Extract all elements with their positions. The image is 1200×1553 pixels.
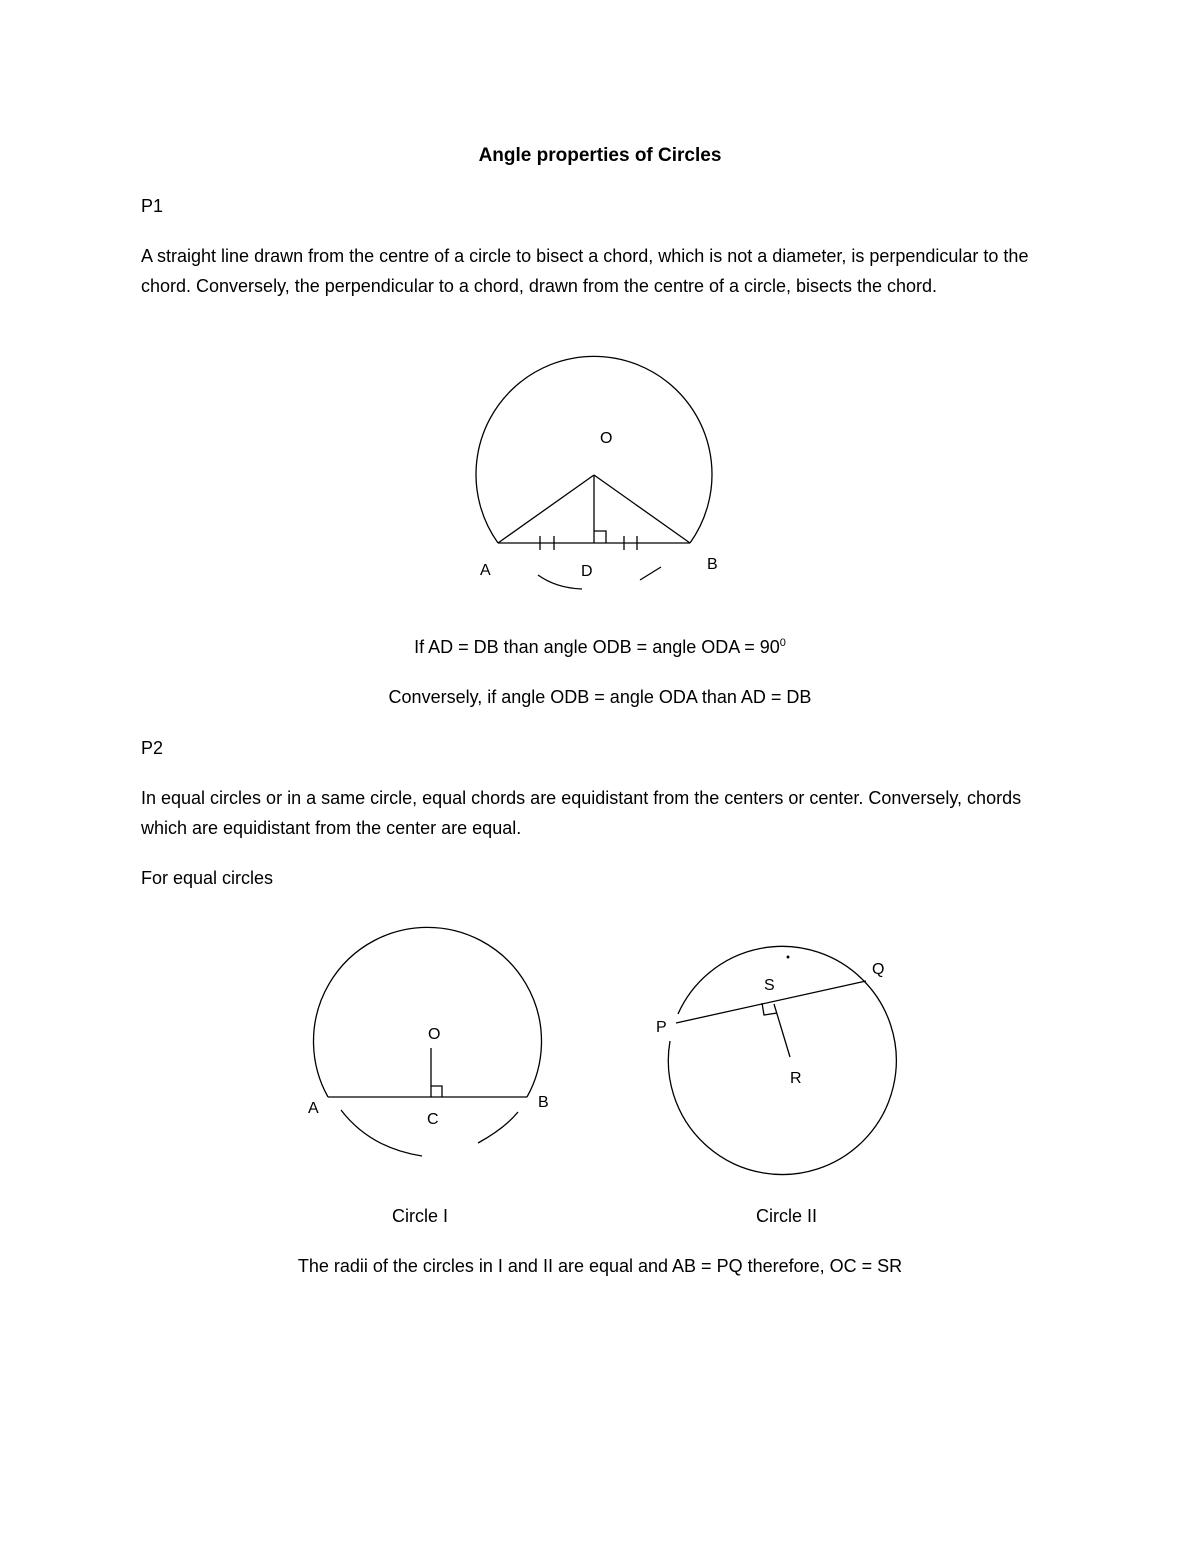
label-o: O — [428, 1026, 441, 1043]
label-s: S — [764, 977, 775, 994]
label-r: R — [790, 1070, 802, 1087]
label-a: A — [480, 562, 491, 579]
circle-one-arc — [314, 927, 542, 1097]
degree-superscript: 0 — [779, 637, 786, 649]
p1-heading: P1 — [141, 196, 164, 216]
label-d: D — [581, 563, 593, 580]
perpendicular-sr — [774, 1004, 790, 1057]
right-angle-mark — [431, 1086, 442, 1097]
p1-diagram — [476, 356, 712, 589]
page-title: Angle properties of Circles — [478, 145, 722, 166]
label-o: O — [600, 430, 613, 447]
p2-conclusion: The radii of the circles in I and II are equal and AB = PQ therefore, OC = SR — [297, 1256, 903, 1276]
label-b: B — [538, 1094, 549, 1111]
radius-oa — [498, 475, 594, 543]
p2-paragraph: In equal circles or in a same circle, equal chords are equidistant from the centers or center. Conversely, chords which are equidistant from the center are equal. — [141, 788, 1022, 838]
p1-statement-1 — [0, 632, 1200, 662]
circle-one-arc-lower-left — [341, 1110, 422, 1156]
caption-circle-two: Circle II — [756, 1206, 818, 1226]
p2-heading: P2 — [141, 738, 164, 758]
label-a: A — [308, 1100, 319, 1117]
radius-ob — [594, 475, 690, 543]
right-angle-mark — [594, 531, 606, 543]
circle-one-arc-lower-right — [478, 1112, 518, 1143]
label-b: B — [707, 556, 718, 573]
label-q: Q — [872, 961, 885, 978]
p2-subheading: For equal circles — [141, 868, 274, 888]
p1-statement-2: Conversely, if angle ODB = angle ODA than AD = DB — [388, 687, 812, 707]
circle-two-arc-main — [668, 979, 896, 1175]
center-dot — [787, 956, 789, 958]
p1-circle-arc-lower-left — [538, 575, 582, 589]
statement-text: If AD = DB than angle ODB = angle ODA = 90 — [414, 637, 780, 657]
caption-circle-one: Circle I — [392, 1206, 449, 1226]
circle-two-diagram — [668, 946, 896, 1174]
p1-circle-arc-lower-right — [640, 567, 661, 580]
label-p: P — [656, 1019, 667, 1036]
label-c: C — [427, 1111, 439, 1128]
p1-paragraph: A straight line drawn from the centre of a circle to bisect a chord, which is not a diameter, is perpendicular to the chord. Conversely, the perpendicular to a chord, drawn from the centre of a circle, bisects the chord. — [141, 246, 1029, 296]
